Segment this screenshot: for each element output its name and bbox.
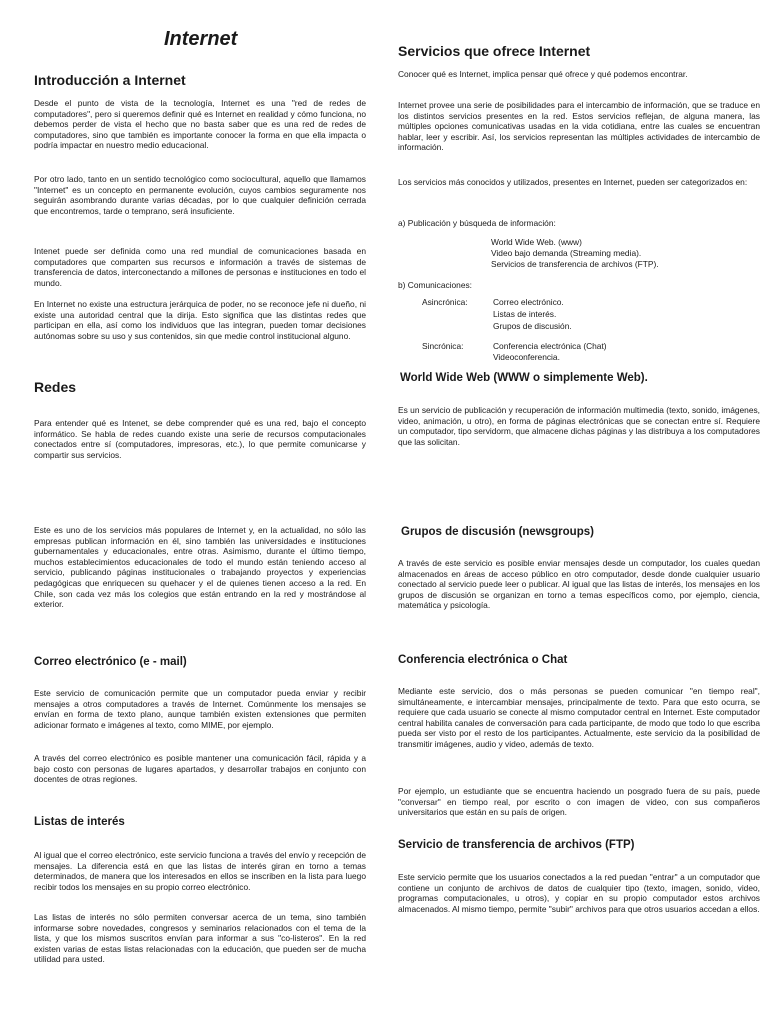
redes-paragraph-2: Este es uno de los servicios más populares de Internet y, en la actualidad, no sólo las empresas publican información en él, sino también las universidades e instituciones gubernamentales y educacionales, entre otras. Asimismo, durante el último tiempo, muchos establecimientos educacionales de todo el mundo están teniendo acceso al servicio, publicando páginas institucionales o trabajando proyectos y experiencias pedagógicas que enriquecen su quehacer y el de quienes tienen acceso a la red. En Chile, son cada vez más los colegios que están entrando en la red y mostrándose al exterior. — [34, 525, 366, 610]
grupos-heading: Grupos de discusión (newsgroups) — [401, 526, 594, 538]
intro-paragraph-3: Intenet puede ser definida como una red mundial de comunicaciones basada en computadores que comparten sus recursos e información a través de sistemas de transferencia de datos, interconectando a millones de personas e instituciones en todo el mundo. — [34, 246, 366, 288]
category-a-item: Video bajo demanda (Streaming media). — [491, 248, 642, 258]
listas-paragraph-1: Al igual que el correo electrónico, este servicio funciona a través del envío y recepción de mensajes. La diferencia está en que las listas de interés giran en torno a temas determinados, de manera que los interesados en ellos se inscriben en la lista para luego recibir todos los mensajes en su propio correo electrónico. — [34, 850, 366, 892]
grupos-paragraph: A través de este servicio es posible enviar mensajes desde un computador, los cuales quedan almacenados en áreas de acceso público en otro computador, desde donde cualquier usuario conectado al servicio puede leer o publicar. Al igual que las listas de interés, los mensajes en los grupos de discusión se organizan en torno a temas específicos como, por ejemplo, ciencia, matemática y psicología. — [398, 558, 760, 611]
servicios-paragraph-2: Internet provee una serie de posibilidades para el intercambio de información, que se traduce en los distintos servicios presentes en la red. Estos servicios reflejan, de alguna manera, las múltiples opciones comunicativas usadas en la vida cotidiana, entre las cuales se encuentran hablar, leer y escribir. Así, los servicios representan las múltiples actividades de intercambio de información. — [398, 100, 760, 153]
sincronica-item: Videoconferencia. — [493, 352, 560, 362]
redes-heading: Redes — [34, 379, 77, 395]
intro-heading: Introducción a Internet — [34, 72, 186, 88]
intro-paragraph-2: Por otro lado, tanto en un sentido tecnológico como sociocultural, aquello que llamamos "Internet" es un concepto en permanente evolución, cuyos cambios seguramente nos seguirán asombrando durante varias décadas, por lo que cualquier definición cerrada que encontremos, tarde o temprano, será insuficiente. — [34, 174, 366, 216]
chat-paragraph-2: Por ejemplo, un estudiante que se encuentra haciendo un posgrado fuera de su país, puede "conversar" en tiempo real, por escrito o con imagen de video, con sus compañeros universitarios que están en su país de origen. — [398, 786, 760, 818]
chat-heading: Conferencia electrónica o Chat — [398, 654, 568, 666]
category-a-label: a) Publicación y búsqueda de información: — [398, 218, 556, 228]
servicios-heading: Servicios que ofrece Internet — [398, 43, 591, 59]
ftp-paragraph: Este servicio permite que los usuarios conectados a la red puedan "entrar" a un computador que contiene un conjunto de archivos de datos de cualquier tipo (texto, imagen, sonido, video, programas computacionales, u otros), y copiar en su propio computador estos archivos almacenados. Al mismo tiempo, permite "subir" archivos para que otros usuarios accedan a ellos. — [398, 872, 760, 914]
correo-heading: Correo electrónico (e - mail) — [34, 656, 187, 668]
asincronica-item: Grupos de discusión. — [493, 321, 572, 331]
sincronica-item: Conferencia electrónica (Chat) — [493, 341, 607, 351]
servicios-paragraph-3: Los servicios más conocidos y utilizados, presentes en Internet, pueden ser categorizados en: — [398, 177, 748, 187]
intro-paragraph-1: Desde el punto de vista de la tecnología, Internet es una "red de redes de computadores", pero si queremos definir qué es Internet en realidad y cómo funciona, no debemos perder de vista el hecho que no basta saber que es una red de redes de computadores, sino que también es importante conocer la forma en que ella impacta o podría impactar en nuestro medio educacional. — [34, 98, 366, 151]
listas-heading: Listas de interés — [34, 816, 125, 828]
correo-paragraph-1: Este servicio de comunicación permite que un computador pueda enviar y recibir mensajes a otros computadores a través de Internet. Comúnmente los mensajes se envían en forma de texto plano, aunque también existen extensiones que permiten adicionar formato e imágenes al texto, como MIME, por ejemplo. — [34, 688, 366, 730]
servicios-paragraph-1: Conocer qué es Internet, implica pensar qué ofrece y qué podemos encontrar. — [398, 69, 688, 79]
category-b-label: b) Comunicaciones: — [398, 280, 473, 290]
correo-paragraph-2: A través del correo electrónico es posible mantener una comunicación fácil, rápida y a bajo costo con personas de lugares apartados, y desarrollar trabajos en conjunto con docentes de otras regiones. — [34, 753, 366, 785]
sincronica-label: Sincrónica: — [422, 341, 464, 351]
www-heading: World Wide Web (WWW o simplemente Web). — [400, 372, 648, 384]
redes-paragraph-1: Para entender qué es Intenet, se debe comprender qué es una red, bajo el concepto informático. Se habla de redes cuando existe una serie de recursos computacionales conectados entre sí (computadores, impresoras, etc.), lo que permite comunicarse y compartir sus servicios. — [34, 418, 366, 460]
category-a-item: World Wide Web. (www) — [491, 237, 582, 247]
category-a-item: Servicios de transferencia de archivos (FTP). — [491, 259, 659, 269]
intro-paragraph-4: En Internet no existe una estructura jerárquica de poder, no se reconoce jefe ni dueño, ni existe una autoridad central que la dirija. Esto significa que las distintas redes que participan en ella, así como los individuos que las integran, pueden tomar decisiones autónomas sobre su uso y sus contenidos, sin que medie control institucional alguno. — [34, 299, 366, 341]
www-paragraph: Es un servicio de publicación y recuperación de información multimedia (texto, sonido, imágenes, video, animación, u otro), en forma de páginas electrónicas que se conectan entre sí. Requiere un computador, tipo servidorm, que almacene dichas páginas y las distribuya a los computadores que las solicitan. — [398, 405, 760, 447]
page-title: Internet — [164, 28, 238, 50]
ftp-heading: Servicio de transferencia de archivos (FTP) — [398, 839, 635, 851]
chat-paragraph-1: Mediante este servicio, dos o más personas se pueden comunicar "en tiempo real", simultáneamente, e intercambiar mensajes, principalmente de texto. Para que esto ocurra, se requiere que cada usuario se conecte al mismo computador central en Internet. Este computador central habilita canales de conversación para cada participante, de modo que todo lo que escriba pueda ser visto por el resto de los participantes. Actualmente, este servicio da la posibilidad de transmitir imágenes, audio y video, además de texto. — [398, 686, 760, 749]
listas-paragraph-2: Las listas de interés no sólo permiten conversar acerca de un tema, sino también informarse sobre novedades, congresos y seminarios relacionados con el tema de la lista, y que los mismos suscritos envían para informar a sus "co-listeros". En la red existen varias de estas listas relacionadas con la educación, que pueden ser de mucha utilidad para usted. — [34, 912, 366, 965]
asincronica-item: Listas de interés. — [493, 309, 557, 319]
asincronica-label: Asincrónica: — [422, 297, 468, 307]
asincronica-item: Correo electrónico. — [493, 297, 564, 307]
